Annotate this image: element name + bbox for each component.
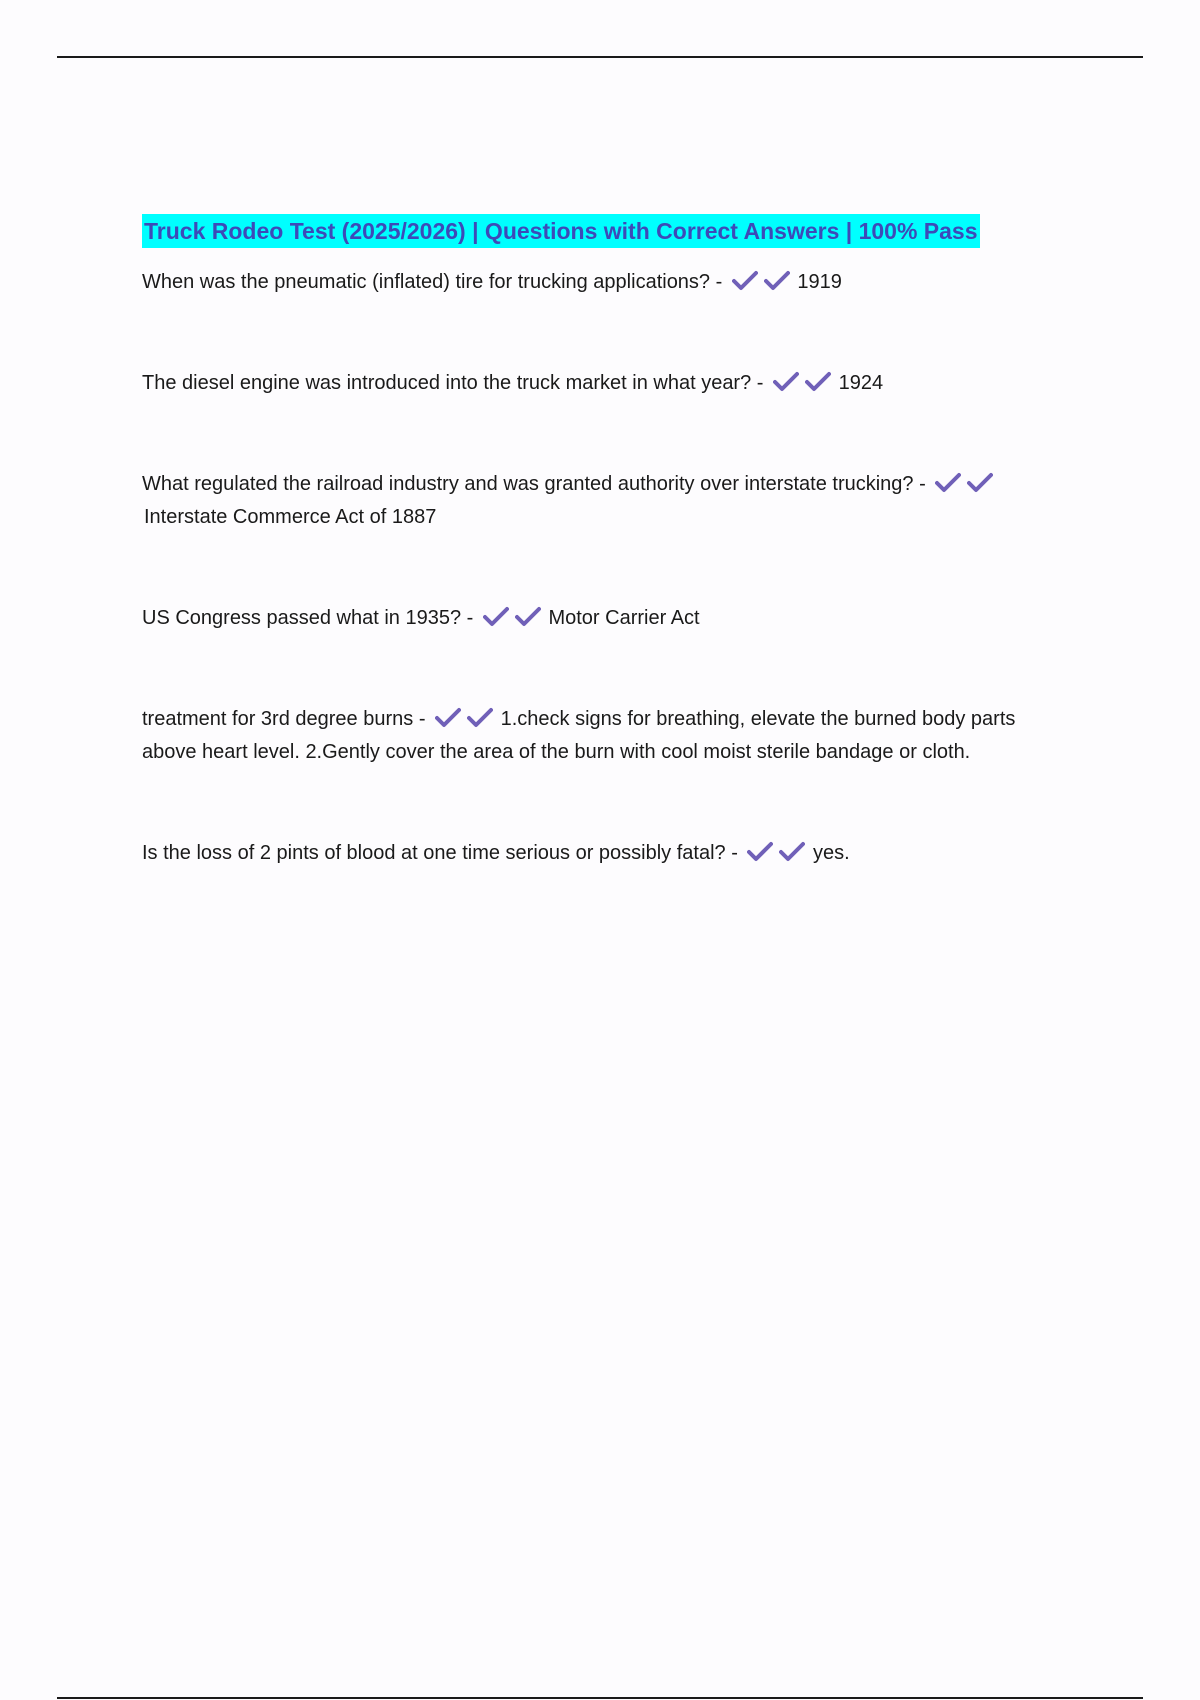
check-mark-icon: [483, 606, 509, 628]
answer-text: 1919: [797, 271, 842, 293]
question-text: treatment for 3rd degree burns: [142, 708, 414, 730]
answer-text: Interstate Commerce Act of 1887: [144, 506, 437, 528]
check-mark-icon: [773, 371, 799, 393]
check-mark-icon: [764, 270, 790, 292]
separator: -: [731, 842, 738, 864]
qa-list: [142, 266, 1062, 870]
qa-item-2: [142, 367, 1062, 400]
answer-text: yes.: [813, 842, 850, 864]
answer-text: Motor Carrier Act: [548, 607, 700, 629]
question-text: The diesel engine was introduced into the truck market in what year?: [142, 372, 752, 394]
document-body: [142, 214, 1062, 938]
check-mark-icon: [747, 841, 773, 863]
check-mark-icon: [779, 841, 805, 863]
check-mark-icon: [435, 707, 461, 729]
qa-item-5: [142, 703, 1062, 769]
check-mark-icon: [467, 707, 493, 729]
question-text: What regulated the railroad industry and was granted authority over interstate trucking?: [142, 473, 914, 495]
bottom-rule: [57, 1697, 1143, 1699]
qa-item-3: [142, 468, 1062, 534]
question-text: Is the loss of 2 pints of blood at one time serious or possibly fatal?: [142, 842, 726, 864]
separator: -: [715, 271, 723, 293]
check-mark-icon: [967, 472, 993, 494]
separator: -: [466, 607, 474, 629]
top-rule: [57, 56, 1143, 58]
qa-item-4: [142, 602, 1062, 635]
answer-text: 1.check signs for breathing, elevate the burned body parts above heart level. 2.Gently cover the area of the burn with cool moist sterile bandage or cloth.: [142, 708, 1016, 763]
qa-item-1: [142, 266, 1062, 299]
separator: -: [756, 372, 764, 394]
answer-text: 1924: [838, 372, 884, 394]
check-mark-icon: [515, 606, 541, 628]
document-title: Truck Rodeo Test (2025/2026) | Questions with Correct Answers | 100% Pass: [142, 214, 980, 248]
qa-item-6: [142, 837, 1062, 870]
check-mark-icon: [805, 371, 831, 393]
question-text: When was the pneumatic (inflated) tire for trucking applications?: [142, 271, 711, 293]
check-mark-icon: [935, 472, 961, 494]
check-mark-icon: [732, 270, 758, 292]
separator: -: [418, 708, 426, 730]
separator: -: [919, 473, 926, 495]
question-text: US Congress passed what in 1935?: [142, 607, 462, 629]
